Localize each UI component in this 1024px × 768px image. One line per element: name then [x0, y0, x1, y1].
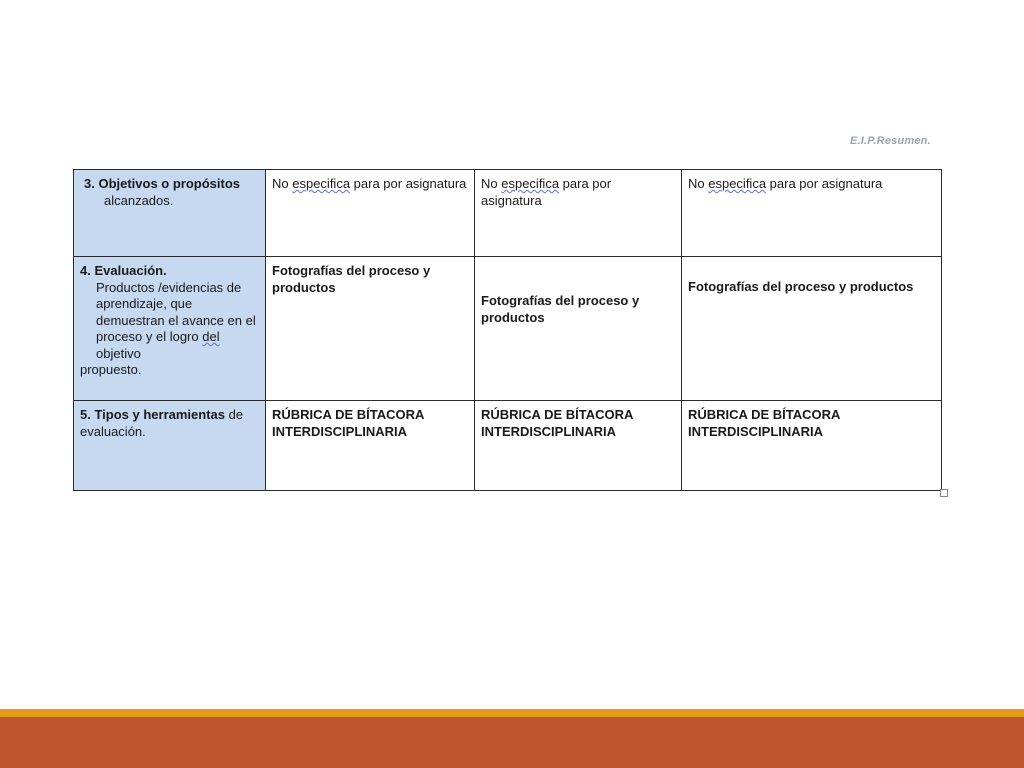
row-header-tipos: [74, 401, 266, 491]
table-cell: [682, 170, 942, 257]
cell-text: No: [481, 176, 502, 191]
cell-text: No: [272, 176, 293, 191]
cell-text: RÚBRICA DE BÍTACORA INTERDISCIPLINARIA: [688, 407, 840, 439]
table-cell: [682, 257, 942, 401]
row-header-title: 4. Evaluación.: [80, 263, 167, 278]
table-row: [74, 401, 942, 491]
table-cell: [682, 401, 942, 491]
table-row: [74, 257, 942, 401]
row-header-text: objetivo: [96, 345, 141, 361]
document-header-note: E.I.P.Resumen.: [850, 135, 931, 147]
cell-text: RÚBRICA DE BÍTACORA INTERDISCIPLINARIA: [481, 407, 633, 439]
row-header-text: propuesto.: [80, 362, 142, 377]
spellcheck-word: especifica: [708, 176, 767, 191]
spellcheck-word: especifica: [501, 176, 560, 191]
cell-text: para por asignatura: [350, 176, 467, 191]
table-cell: [266, 170, 475, 257]
row-header-text: Productos /evidencias de aprendizaje, que demuestran el avance en el proceso y el logro: [96, 279, 256, 344]
row-header-description: [80, 280, 259, 363]
row-header-evaluacion: [74, 257, 266, 401]
cell-text: para por asignatura: [766, 176, 883, 191]
summary-table: [73, 169, 942, 491]
row-header-title: 5. Tipos y herramientas: [80, 407, 225, 422]
cell-text: No: [688, 176, 709, 191]
cell-text: Fotografías del proceso y productos: [272, 263, 431, 295]
cell-text: Fotografías del proceso y productos: [481, 293, 640, 325]
table-row: [74, 170, 942, 257]
table-cell: [475, 257, 682, 401]
row-header-title: 3. Objetivos o propósitos: [84, 176, 241, 191]
table-cell: [475, 401, 682, 491]
row-header-subtitle: alcanzados.: [104, 192, 174, 208]
cell-text: Fotografías del proceso y productos: [688, 279, 914, 294]
table-resize-handle[interactable]: [940, 489, 948, 497]
cell-text: para por asignatura: [481, 176, 612, 208]
spellcheck-word: del: [202, 329, 220, 344]
table-cell: [266, 401, 475, 491]
spellcheck-word: especifica: [292, 176, 351, 191]
footer-stripe-rust: [0, 717, 1024, 768]
row-header-text: de evaluación.: [80, 407, 244, 439]
footer-stripe-orange: [0, 709, 1024, 717]
row-header-objetivos: [74, 170, 266, 257]
table-cell: [266, 257, 475, 401]
cell-text: RÚBRICA DE BÍTACORA INTERDISCIPLINARIA: [272, 407, 424, 439]
table-cell: [475, 170, 682, 257]
